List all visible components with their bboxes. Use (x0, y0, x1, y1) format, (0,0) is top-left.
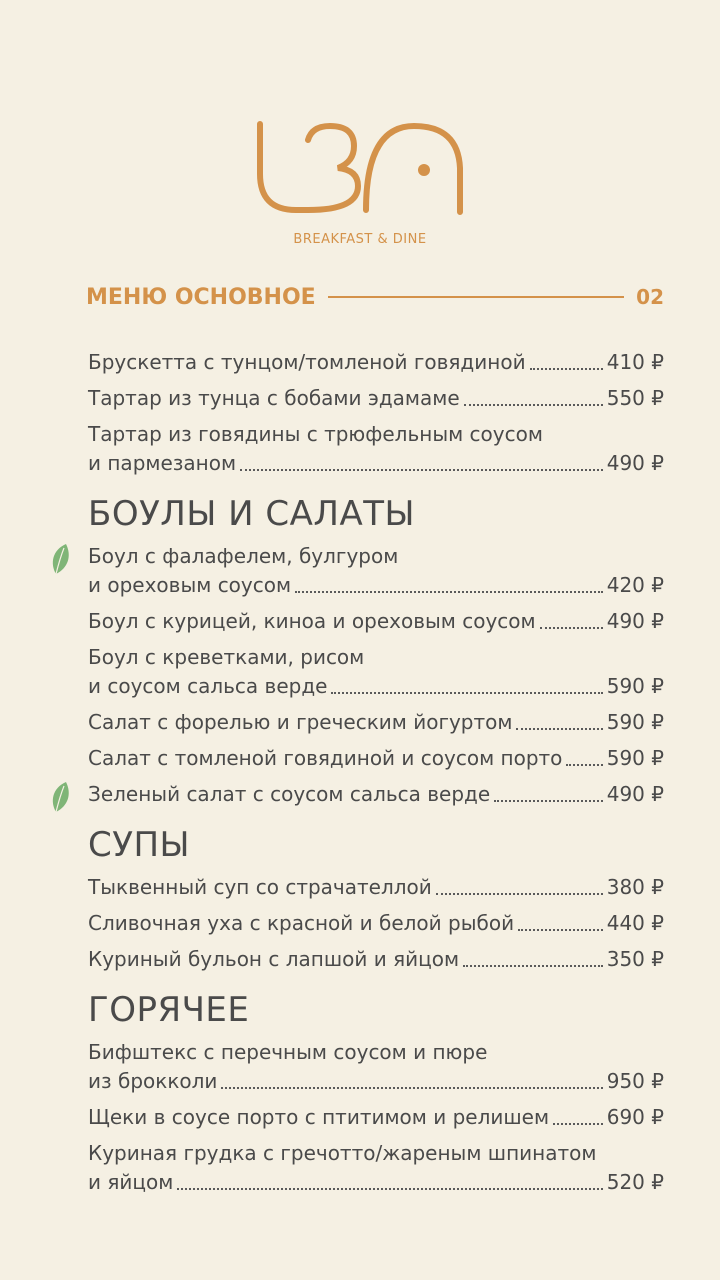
item-name-line: Боул с курицей, киноа и ореховым соусом (88, 609, 536, 633)
menu-item (88, 384, 664, 413)
item-name-line: Бифштекс с перечным соусом и пюре (88, 1040, 488, 1064)
dot-leader (553, 1123, 603, 1125)
section-heading: БОУЛЫ И САЛАТЫ (88, 494, 416, 534)
item-name-line: Боул с креветками, рисом (88, 645, 365, 669)
item-name-line: Салат с форелью и греческим йогуртом (88, 710, 513, 734)
dot-leader (463, 965, 603, 967)
item-name-line: Щеки в соусе порто с птитимом и релишем (88, 1105, 550, 1129)
item-price: 950 ₽ (606, 1069, 664, 1093)
item-price: 420 ₽ (606, 573, 664, 597)
menu-item (88, 708, 664, 737)
item-price: 490 ₽ (606, 451, 664, 475)
menu-item (88, 1103, 664, 1132)
menu-item (88, 1038, 664, 1096)
section-heading: ГОРЯЧЕЕ (88, 990, 250, 1030)
item-name-line: и соусом сальса верде (88, 674, 328, 698)
item-price: 490 ₽ (606, 609, 664, 633)
menu-item (88, 909, 664, 938)
dot-leader (240, 469, 603, 471)
item-name-line: и пармезаном (88, 451, 237, 475)
item-price: 440 ₽ (606, 911, 664, 935)
menu-item (88, 643, 664, 701)
menu-item (88, 542, 664, 600)
menu-item (88, 607, 664, 636)
dot-leader (516, 728, 602, 730)
dot-leader (464, 404, 603, 406)
item-name-line: и яйцом (88, 1170, 174, 1194)
menu-header (86, 282, 664, 312)
menu-item (88, 420, 664, 478)
item-price: 380 ₽ (606, 875, 664, 899)
dot-leader (221, 1087, 602, 1089)
dot-leader (518, 929, 603, 931)
item-name-line: Куриный бульон с лапшой и яйцом (88, 947, 460, 971)
item-price: 590 ₽ (606, 674, 664, 698)
item-name-line: Тартар из тунца с бобами эдамаме (88, 386, 460, 410)
item-price: 490 ₽ (606, 782, 664, 806)
brand-tagline: BREAKFAST & DINE (293, 232, 427, 247)
menu-item (88, 744, 664, 773)
item-price: 690 ₽ (606, 1105, 664, 1129)
dot-leader (530, 368, 603, 370)
item-name-line: Сливочная уха с красной и белой рыбой (88, 911, 515, 935)
dot-leader (566, 764, 602, 766)
item-name-line: Тартар из говядины с трюфельным соусом (88, 422, 543, 446)
menu-content (88, 348, 664, 1204)
dot-leader (295, 591, 603, 593)
dot-leader (177, 1188, 602, 1190)
item-name-line: Боул с фалафелем, булгуром (88, 544, 399, 568)
menu-item (88, 945, 664, 974)
item-name-line: из брокколи (88, 1069, 218, 1093)
leaf-icon (50, 542, 72, 578)
dot-leader (331, 692, 602, 694)
item-name-line: Салат с томленой говядиной и соусом порто (88, 746, 563, 770)
menu-item (88, 348, 664, 377)
dot-leader (540, 627, 603, 629)
page-number: 02 (636, 285, 664, 309)
item-name-line: Зеленый салат с соусом сальса верде (88, 782, 491, 806)
item-name-line: Куриная грудка с гречотто/жареным шпинатом (88, 1141, 597, 1165)
brand-logo (250, 112, 470, 222)
leaf-icon (50, 780, 72, 816)
item-price: 410 ₽ (606, 350, 664, 374)
item-name-line: и ореховым соусом (88, 573, 292, 597)
section-heading: СУПЫ (88, 825, 191, 865)
item-price: 350 ₽ (606, 947, 664, 971)
item-price: 520 ₽ (606, 1170, 664, 1194)
item-price: 550 ₽ (606, 386, 664, 410)
dot-leader (494, 800, 603, 802)
item-price: 590 ₽ (606, 710, 664, 734)
menu-item (88, 873, 664, 902)
dot-leader (436, 893, 603, 895)
item-name-line: Брускетта с тунцом/томленой говядиной (88, 350, 526, 374)
item-price: 590 ₽ (606, 746, 664, 770)
item-name-line: Тыквенный суп со страчателлой (88, 875, 432, 899)
menu-item (88, 1139, 664, 1197)
menu-title: МЕНЮ ОСНОВНОЕ (86, 284, 316, 310)
header-divider (328, 296, 624, 298)
menu-item (88, 780, 664, 809)
